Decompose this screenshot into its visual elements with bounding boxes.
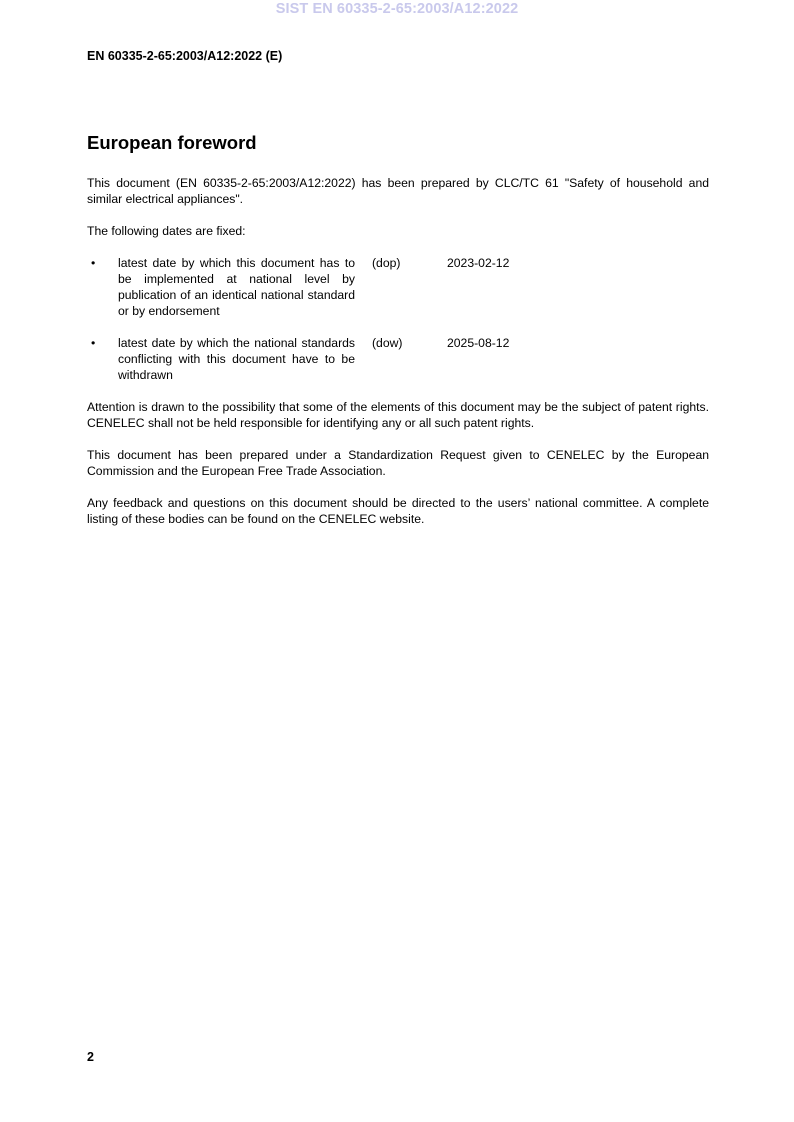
main-content: [87, 131, 709, 543]
list-item: [87, 255, 709, 319]
bullet-icon: •: [91, 256, 96, 270]
date-value: 2023-02-12: [447, 256, 510, 270]
bullet-icon: •: [91, 336, 96, 350]
intro-paragraph: This document (EN 60335-2-65:2003/A12:2022) has been prepared by CLC/TC 61 "Safety of household and similar electrical appliances".: [87, 176, 709, 206]
feedback-paragraph: Any feedback and questions on this document should be directed to the users’ national committee. A complete listing of these bodies can be found on the CENELEC website.: [87, 496, 709, 526]
dates-intro-paragraph: The following dates are fixed:: [87, 224, 246, 238]
dates-list: [87, 255, 709, 383]
date-description: latest date by which this document has to be implemented at national level by publication of an identical national standard or by endorsement: [118, 256, 355, 318]
date-code: (dop): [372, 256, 401, 270]
document-identifier: EN 60335-2-65:2003/A12:2022 (E): [87, 49, 283, 63]
date-code: (dow): [372, 336, 403, 350]
date-description: latest date by which the national standards conflicting with this document have to be withdrawn: [118, 336, 355, 382]
date-value: 2025-08-12: [447, 336, 510, 350]
page-title: European foreword: [87, 132, 257, 153]
mandate-paragraph: This document has been prepared under a Standardization Request given to CENELEC by the European Commission and the European Free Trade Association.: [87, 448, 709, 478]
page-number: 2: [87, 1050, 94, 1064]
watermark: SIST EN 60335-2-65:2003/A12:2022: [275, 1, 519, 17]
patent-paragraph: Attention is drawn to the possibility that some of the elements of this document may be the subject of patent rights. CENELEC shall not be held responsible for identifying any or all such patent rights.: [87, 400, 709, 430]
list-item: [87, 335, 709, 383]
